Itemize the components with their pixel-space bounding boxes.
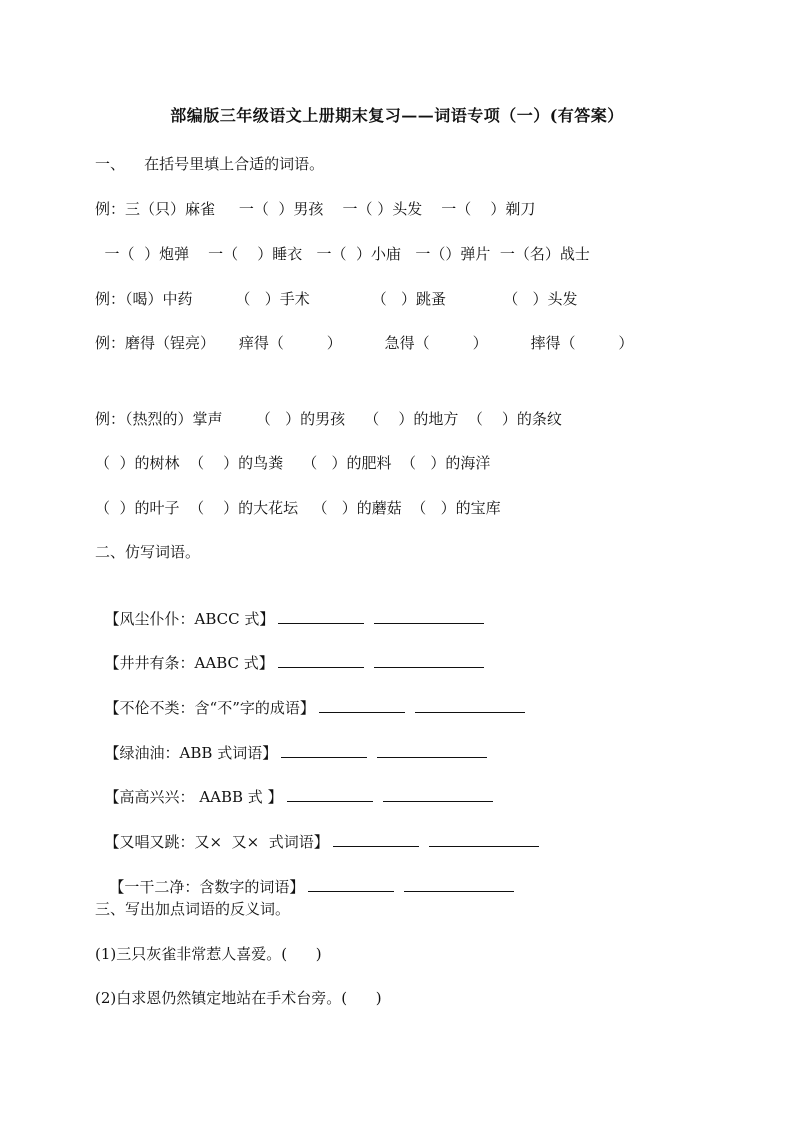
imitation-prompt: 【绿油油：ABB 式词语】 xyxy=(104,744,278,762)
imitation-item xyxy=(95,675,525,719)
section1-row2: 一（ ）炮弹 一（ ）睡衣 一（ ）小庙 一（）弹片 一（名）战士 xyxy=(95,245,590,263)
section1-heading: 一、 在括号里填上合适的词语。 xyxy=(95,155,325,173)
imitation-item xyxy=(95,809,539,853)
section1-row3: 例：（喝）中药 （ ）手术 （ ）跳蚤 （ ）头发 xyxy=(95,290,578,308)
answer-blank[interactable] xyxy=(374,652,484,668)
answer-blank[interactable] xyxy=(319,697,405,713)
answer-blank[interactable] xyxy=(281,742,367,758)
answer-blank[interactable] xyxy=(278,608,364,624)
imitation-item xyxy=(95,764,493,808)
answer-blank[interactable] xyxy=(404,876,514,892)
imitation-item xyxy=(95,586,484,630)
answer-blank[interactable] xyxy=(429,831,539,847)
section1-row1: 例：三（只）麻雀 一（ ）男孩 一（ ）头发 一（ ）剃刀 xyxy=(95,200,536,218)
imitation-item xyxy=(95,720,487,764)
document-title: 部编版三年级语文上册期末复习——词语专项（一）(有答案） xyxy=(170,106,624,125)
imitation-item xyxy=(95,630,484,674)
answer-blank[interactable] xyxy=(333,831,419,847)
answer-blank[interactable] xyxy=(278,652,364,668)
imitation-prompt: 【又唱又跳：又× 又× 式词语】 xyxy=(104,833,329,851)
answer-blank[interactable] xyxy=(374,608,484,624)
imitation-prompt: 【风尘仆仆：ABCC 式】 xyxy=(104,610,275,628)
antonym-item: (2)白求恩仍然镇定地站在手术台旁。( ) xyxy=(95,989,382,1007)
section2-heading: 二、仿写词语。 xyxy=(95,543,201,561)
section1-row6: （ ）的树林 （ ）的鸟粪 （ ）的肥料 （ ）的海洋 xyxy=(95,454,491,472)
answer-blank[interactable] xyxy=(308,876,394,892)
section1-row5: 例：（热烈的）掌声 （ ）的男孩 （ ）的地方 （ ）的条纹 xyxy=(95,410,562,428)
answer-blank[interactable] xyxy=(377,742,487,758)
imitation-prompt: 【井井有条：AABC 式】 xyxy=(104,654,274,672)
section3-heading: 三、写出加点词语的反义词。 xyxy=(95,900,291,918)
answer-blank[interactable] xyxy=(383,786,493,802)
imitation-prompt: 【不伦不类：含“不”字的成语】 xyxy=(104,699,315,717)
section1-row7: （ ）的叶子 （ ）的大花坛 （ ）的蘑菇 （ ）的宝库 xyxy=(95,499,501,517)
antonym-item: (1)三只灰雀非常惹人喜爱。( ) xyxy=(95,945,322,963)
answer-blank[interactable] xyxy=(415,697,525,713)
imitation-prompt: 【一干二净：含数字的词语】 xyxy=(104,878,305,896)
imitation-prompt: 【高高兴兴： AABB 式 】 xyxy=(104,788,283,806)
imitation-item xyxy=(95,854,514,898)
answer-blank[interactable] xyxy=(287,786,373,802)
section1-row4: 例：磨得（锃亮） 痒得（ ） 急得（ ） 摔得（ ） xyxy=(95,334,634,352)
